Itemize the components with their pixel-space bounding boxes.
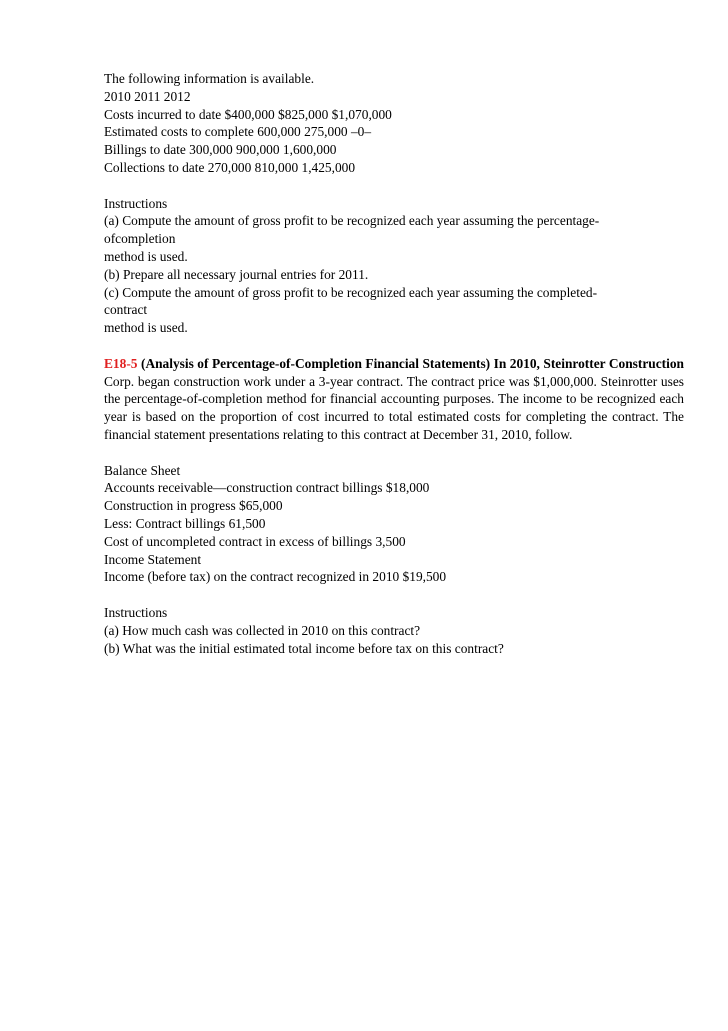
instructions-section-1 [104,195,684,337]
statement-line: Income (before tax) on the contract recognized in 2010 $19,500 [104,569,447,585]
instruction-line: method is used. [104,320,188,336]
instruction-line: (b) What was the initial estimated total income before tax on this contract? [104,640,504,656]
intro-line: Billings to date 300,000 900,000 1,600,000 [104,142,337,158]
exercise-title: (Analysis of Percentage-of-Completion Financial Statements) In 2010, Steinrotter Construction [140,355,684,371]
instruction-line: Instructions [104,195,168,211]
instruction-line: contract [104,302,148,318]
intro-line: 2010 2011 2012 [104,88,191,104]
instruction-line: (b) Prepare all necessary journal entries for 2011. [104,266,369,282]
spacer [104,586,684,604]
intro-section [104,70,684,177]
exercise-code: E18-5 [104,355,138,371]
instructions-section-2 [104,604,684,657]
intro-line: Estimated costs to complete 600,000 275,000 –0– [104,124,372,140]
instruction-line: (c) Compute the amount of gross profit to be recognized each year assuming the completed- [104,284,598,300]
statement-line: Income Statement [104,551,202,567]
intro-line: The following information is available. [104,71,315,86]
statement-line: Construction in progress $65,000 [104,498,283,514]
instruction-line: method is used. [104,248,188,264]
document-page [104,70,684,657]
financial-statements-section [104,462,684,587]
instruction-line: ofcompletion [104,231,176,247]
spacer [104,177,684,195]
spacer [104,337,684,355]
intro-line: Collections to date 270,000 810,000 1,425,000 [104,159,356,175]
statement-line: Accounts receivable—construction contract billings $18,000 [104,480,430,496]
instruction-line: (a) Compute the amount of gross profit to be recognized each year assuming the percentage- [104,213,600,229]
exercise-paragraph [104,355,684,444]
instruction-line: Instructions [104,604,168,620]
instruction-line: (a) How much cash was collected in 2010 on this contract? [104,622,421,638]
exercise-body: Corp. began construction work under a 3-year contract. The contract price was $1,000,000. Steinrotter uses the percentage-of-completion method for financial accounting purposes. The income to be recognized each year is based on the proportion of cost incurred to total estimated costs for completing the contract. The financial statement presentations relating to this contract at December 31, 2010, follow. [104,373,684,442]
statement-line: Cost of uncompleted contract in excess of billings 3,500 [104,533,406,549]
spacer [104,444,684,462]
statement-line: Balance Sheet [104,462,181,478]
statement-line: Less: Contract billings 61,500 [104,515,266,531]
intro-line: Costs incurred to date $400,000 $825,000 $1,070,000 [104,106,392,122]
